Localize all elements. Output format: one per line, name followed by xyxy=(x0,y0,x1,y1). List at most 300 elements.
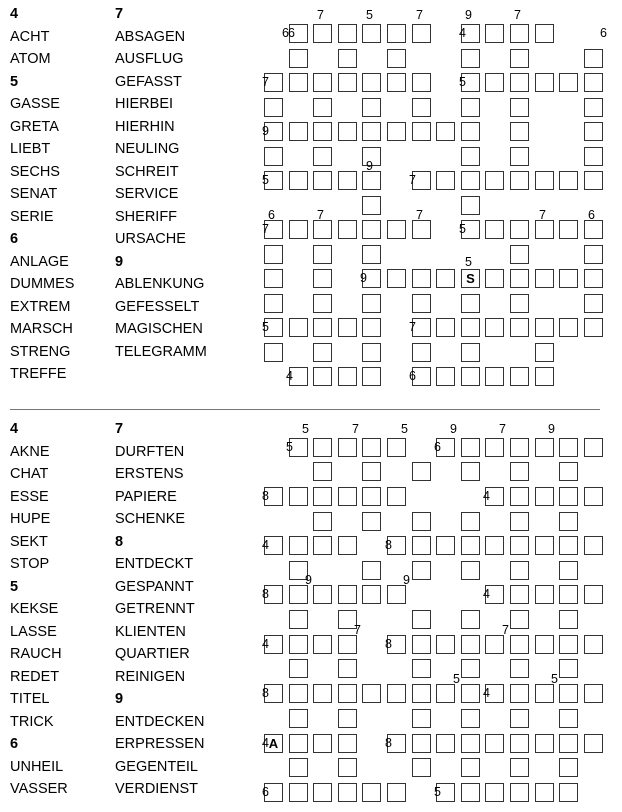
grid-cell[interactable] xyxy=(535,783,554,802)
grid-cell[interactable] xyxy=(338,536,357,555)
grid-cell[interactable] xyxy=(313,245,332,264)
grid-cell[interactable] xyxy=(535,343,554,362)
grid-cell[interactable] xyxy=(510,734,529,753)
grid-cell[interactable] xyxy=(362,367,381,386)
grid-cell[interactable] xyxy=(412,294,431,313)
grid-cell[interactable] xyxy=(461,462,480,481)
grid-cell[interactable] xyxy=(387,269,406,288)
grid-cell[interactable] xyxy=(461,171,480,190)
grid-cell[interactable] xyxy=(485,24,504,43)
grid-cell[interactable] xyxy=(584,585,603,604)
grid-cell[interactable] xyxy=(461,734,480,753)
grid-cell[interactable] xyxy=(338,659,357,678)
grid-cell[interactable] xyxy=(412,635,431,654)
clue-number: 5 xyxy=(366,8,373,22)
grid-cell[interactable] xyxy=(510,758,529,777)
grid-cell[interactable] xyxy=(461,659,480,678)
grid-cell[interactable] xyxy=(313,438,332,457)
grid-cell[interactable] xyxy=(559,512,578,531)
grid-cell[interactable] xyxy=(584,635,603,654)
grid-cell[interactable] xyxy=(535,487,554,506)
grid-cell[interactable] xyxy=(559,734,578,753)
grid-cell[interactable] xyxy=(510,585,529,604)
word-length-heading: 5 xyxy=(10,73,19,90)
grid-cell[interactable] xyxy=(264,245,283,264)
clue-number: 4 xyxy=(262,538,269,552)
grid-cell[interactable] xyxy=(387,438,406,457)
grid-cell[interactable] xyxy=(584,171,603,190)
grid-cell[interactable] xyxy=(461,122,480,141)
grid-cell[interactable] xyxy=(461,49,480,68)
grid-cell[interactable] xyxy=(461,758,480,777)
grid-cell[interactable] xyxy=(510,610,529,629)
grid-cell-filled-letter[interactable]: A xyxy=(264,734,283,753)
grid-cell[interactable] xyxy=(362,684,381,703)
grid-cell[interactable] xyxy=(584,49,603,68)
grid-cell[interactable] xyxy=(313,585,332,604)
grid-cell[interactable] xyxy=(510,783,529,802)
grid-cell[interactable] xyxy=(535,585,554,604)
grid-cell[interactable] xyxy=(559,269,578,288)
clue-number: 9 xyxy=(548,422,555,436)
clue-number: 8 xyxy=(385,538,392,552)
grid-cell[interactable] xyxy=(559,561,578,580)
grid-cell[interactable] xyxy=(510,438,529,457)
grid-cell[interactable] xyxy=(461,367,480,386)
grid-cell[interactable] xyxy=(510,147,529,166)
grid-cell[interactable] xyxy=(313,684,332,703)
grid-cell[interactable] xyxy=(461,610,480,629)
grid-cell[interactable] xyxy=(264,269,283,288)
word-length-heading: 6 xyxy=(10,231,19,247)
word-list-item: TRICK xyxy=(10,713,54,730)
grid-cell[interactable] xyxy=(387,122,406,141)
grid-cell[interactable] xyxy=(289,122,308,141)
grid-cell[interactable] xyxy=(289,49,308,68)
grid-cell[interactable] xyxy=(559,610,578,629)
grid-cell[interactable] xyxy=(338,24,357,43)
clue-number: 5 xyxy=(551,672,558,686)
grid-cell[interactable] xyxy=(412,269,431,288)
grid-cell[interactable] xyxy=(289,659,308,678)
grid-cell[interactable] xyxy=(362,487,381,506)
grid-cell[interactable] xyxy=(289,758,308,777)
grid-cell[interactable] xyxy=(559,659,578,678)
grid-cell[interactable] xyxy=(387,49,406,68)
grid-cell[interactable] xyxy=(436,367,455,386)
grid-cell[interactable] xyxy=(313,635,332,654)
grid-cell[interactable] xyxy=(313,73,332,92)
grid-cell[interactable] xyxy=(510,98,529,117)
grid-cell[interactable] xyxy=(510,561,529,580)
grid-cell[interactable] xyxy=(584,73,603,92)
grid-cell[interactable] xyxy=(289,635,308,654)
grid-cell[interactable] xyxy=(313,536,332,555)
grid-cell[interactable] xyxy=(313,269,332,288)
grid-cell[interactable] xyxy=(313,122,332,141)
grid-cell[interactable] xyxy=(485,367,504,386)
grid-cell[interactable] xyxy=(289,73,308,92)
grid-cell[interactable] xyxy=(510,462,529,481)
grid-cell[interactable] xyxy=(584,220,603,239)
grid-cell[interactable] xyxy=(461,147,480,166)
word-list-item: DURFTEN xyxy=(115,443,185,460)
grid-cell[interactable] xyxy=(412,24,431,43)
grid-cell[interactable] xyxy=(559,318,578,337)
grid-cell[interactable] xyxy=(313,512,332,531)
grid-cell[interactable] xyxy=(313,24,332,43)
grid-cell[interactable] xyxy=(535,438,554,457)
grid-cell[interactable] xyxy=(362,98,381,117)
grid-cell[interactable] xyxy=(338,438,357,457)
grid-cell[interactable] xyxy=(461,318,480,337)
grid-cell[interactable] xyxy=(510,171,529,190)
grid-cell[interactable] xyxy=(485,783,504,802)
word-list-item: ACHT xyxy=(10,28,50,45)
grid-cell[interactable] xyxy=(362,245,381,264)
word-length-heading: 8 xyxy=(115,533,124,550)
grid-cell[interactable] xyxy=(559,684,578,703)
grid-cell[interactable] xyxy=(313,462,332,481)
grid-cell[interactable] xyxy=(387,783,406,802)
clue-number: 7 xyxy=(317,8,324,22)
grid-cell[interactable] xyxy=(485,438,504,457)
grid-cell[interactable] xyxy=(362,512,381,531)
clue-number: 7 xyxy=(409,320,416,334)
grid-cell[interactable] xyxy=(313,734,332,753)
grid-cell[interactable] xyxy=(510,659,529,678)
clue-number: 5 xyxy=(401,422,408,436)
grid-cell[interactable] xyxy=(461,684,480,703)
grid-cell[interactable] xyxy=(461,98,480,117)
grid-cell[interactable] xyxy=(584,245,603,264)
grid-cell[interactable] xyxy=(535,318,554,337)
grid-cell[interactable] xyxy=(387,24,406,43)
grid-cell[interactable] xyxy=(436,536,455,555)
grid-cell[interactable] xyxy=(313,487,332,506)
grid-cell[interactable] xyxy=(535,24,554,43)
grid-cell[interactable] xyxy=(338,585,357,604)
word-list-item: AKNE xyxy=(10,443,50,460)
grid-cell[interactable] xyxy=(559,462,578,481)
word-length-heading: 5 xyxy=(10,578,19,595)
clue-number: 4 xyxy=(262,637,269,651)
grid-cell[interactable] xyxy=(387,220,406,239)
word-list-item: SEKT xyxy=(10,533,48,550)
grid-cell[interactable] xyxy=(485,318,504,337)
grid-cell[interactable] xyxy=(510,220,529,239)
grid-cell[interactable] xyxy=(338,49,357,68)
grid-cell[interactable] xyxy=(362,24,381,43)
clue-number: 6 xyxy=(600,26,607,40)
clue-number: 9 xyxy=(366,159,373,173)
grid-cell[interactable] xyxy=(510,245,529,264)
grid-cell[interactable] xyxy=(510,294,529,313)
grid-cell[interactable] xyxy=(510,684,529,703)
grid-cell[interactable] xyxy=(338,318,357,337)
word-list-item: ANLAGE xyxy=(10,253,69,270)
grid-cell[interactable] xyxy=(338,220,357,239)
grid-cell[interactable] xyxy=(362,783,381,802)
grid-cell[interactable] xyxy=(461,783,480,802)
grid-cell[interactable] xyxy=(412,684,431,703)
clue-number: 5 xyxy=(262,320,269,334)
grid-cell[interactable] xyxy=(584,122,603,141)
grid-cell[interactable] xyxy=(510,24,529,43)
grid-cell[interactable] xyxy=(535,734,554,753)
grid-cell[interactable] xyxy=(559,758,578,777)
grid-cell[interactable] xyxy=(510,73,529,92)
grid-cell[interactable] xyxy=(412,758,431,777)
grid-cell[interactable] xyxy=(362,438,381,457)
grid-cell[interactable] xyxy=(412,659,431,678)
grid-cell[interactable] xyxy=(289,171,308,190)
grid-cell[interactable] xyxy=(289,536,308,555)
grid-cell[interactable] xyxy=(559,438,578,457)
grid-cell[interactable] xyxy=(584,147,603,166)
grid-cell[interactable] xyxy=(313,294,332,313)
grid-cell[interactable] xyxy=(313,343,332,362)
grid-cell-filled-letter[interactable]: S xyxy=(461,269,480,288)
grid-cell[interactable] xyxy=(485,171,504,190)
grid-cell[interactable] xyxy=(485,220,504,239)
grid-cell[interactable] xyxy=(584,98,603,117)
grid-cell[interactable] xyxy=(485,269,504,288)
word-list-item: SCHREIT xyxy=(115,163,179,180)
grid-cell[interactable] xyxy=(485,73,504,92)
clue-number: 5 xyxy=(302,422,309,436)
grid-cell[interactable] xyxy=(289,220,308,239)
grid-cell[interactable] xyxy=(289,734,308,753)
grid-cell[interactable] xyxy=(559,220,578,239)
grid-cell[interactable] xyxy=(362,318,381,337)
clue-number: 7 xyxy=(502,623,509,637)
grid-cell[interactable] xyxy=(362,561,381,580)
grid-cell[interactable] xyxy=(412,343,431,362)
grid-cell[interactable] xyxy=(436,269,455,288)
grid-cell[interactable] xyxy=(461,536,480,555)
grid-cell[interactable] xyxy=(338,709,357,728)
grid-cell[interactable] xyxy=(510,635,529,654)
grid-cell[interactable] xyxy=(412,122,431,141)
grid-cell[interactable] xyxy=(461,561,480,580)
word-list-item: MARSCH xyxy=(10,321,73,337)
grid-cell[interactable] xyxy=(535,684,554,703)
grid-cell[interactable] xyxy=(362,122,381,141)
grid-cell[interactable] xyxy=(412,220,431,239)
grid-cell[interactable] xyxy=(412,98,431,117)
clue-number: 5 xyxy=(459,222,466,236)
grid-cell[interactable] xyxy=(289,709,308,728)
grid-cell[interactable] xyxy=(338,783,357,802)
grid-cell[interactable] xyxy=(436,635,455,654)
grid-cell[interactable] xyxy=(387,585,406,604)
word-list-item: HIERHIN xyxy=(115,118,175,135)
word-list-item: ERPRESSEN xyxy=(115,736,205,752)
grid-cell[interactable] xyxy=(485,635,504,654)
word-list-item: STRENG xyxy=(10,343,71,360)
word-length-heading: 9 xyxy=(115,253,124,270)
grid-cell[interactable] xyxy=(362,196,381,215)
grid-cell[interactable] xyxy=(362,294,381,313)
grid-cell[interactable] xyxy=(264,343,283,362)
grid-cell[interactable] xyxy=(559,709,578,728)
grid-cell[interactable] xyxy=(510,487,529,506)
grid-cell[interactable] xyxy=(289,487,308,506)
grid-cell[interactable] xyxy=(584,318,603,337)
grid-cell[interactable] xyxy=(412,462,431,481)
word-list-item: RAUCH xyxy=(10,646,62,662)
grid-cell[interactable] xyxy=(510,269,529,288)
grid-cell[interactable] xyxy=(559,73,578,92)
word-list-item: EXTREM xyxy=(10,298,71,315)
word-list-item: GEFASST xyxy=(115,73,182,90)
word-list-item: GETRENNT xyxy=(115,601,195,617)
grid-cell[interactable] xyxy=(412,709,431,728)
word-length-heading: 7 xyxy=(115,6,124,22)
grid-cell[interactable] xyxy=(461,438,480,457)
grid-cell[interactable] xyxy=(559,635,578,654)
word-list-item: HUPE xyxy=(10,511,51,527)
grid-cell[interactable] xyxy=(412,610,431,629)
grid-cell[interactable] xyxy=(412,73,431,92)
grid-cell[interactable] xyxy=(436,171,455,190)
word-list-item: ENTDECKT xyxy=(115,556,194,572)
clue-number: 9 xyxy=(403,573,410,587)
grid-cell[interactable] xyxy=(313,367,332,386)
grid-cell[interactable] xyxy=(338,367,357,386)
grid-cell[interactable] xyxy=(313,171,332,190)
grid-cell[interactable] xyxy=(313,147,332,166)
word-length-heading: 6 xyxy=(10,736,19,752)
grid-cell[interactable] xyxy=(559,171,578,190)
grid-cell[interactable] xyxy=(559,783,578,802)
clue-number: 6 xyxy=(588,208,595,222)
grid-cell[interactable] xyxy=(387,73,406,92)
grid-cell[interactable] xyxy=(436,684,455,703)
grid-cell[interactable] xyxy=(264,147,283,166)
clue-number: 6 xyxy=(262,785,269,799)
grid-cell[interactable] xyxy=(584,684,603,703)
grid-cell[interactable] xyxy=(461,635,480,654)
grid-cell[interactable] xyxy=(559,585,578,604)
grid-cell[interactable] xyxy=(412,734,431,753)
word-list-puzzle1-col1 xyxy=(10,3,74,386)
grid-cell[interactable] xyxy=(510,318,529,337)
word-list-item: TREFFE xyxy=(10,366,67,382)
grid-cell[interactable] xyxy=(338,487,357,506)
grid-cell[interactable] xyxy=(338,73,357,92)
clue-number: 5 xyxy=(459,75,466,89)
grid-cell[interactable] xyxy=(412,536,431,555)
grid-cell[interactable] xyxy=(461,196,480,215)
grid-cell[interactable] xyxy=(436,122,455,141)
grid-cell[interactable] xyxy=(535,536,554,555)
word-list-item: SENAT xyxy=(10,186,58,202)
grid-cell[interactable] xyxy=(510,536,529,555)
word-length-heading: 4 xyxy=(10,6,19,22)
grid-cell[interactable] xyxy=(436,734,455,753)
word-list-item: GEFESSELT xyxy=(115,298,200,315)
grid-cell[interactable] xyxy=(289,684,308,703)
grid-cell[interactable] xyxy=(362,343,381,362)
grid-cell[interactable] xyxy=(584,734,603,753)
grid-cell[interactable] xyxy=(584,536,603,555)
grid-cell[interactable] xyxy=(338,684,357,703)
word-list-item: STOP xyxy=(10,556,50,572)
grid-cell[interactable] xyxy=(535,171,554,190)
grid-cell[interactable] xyxy=(412,561,431,580)
grid-cell[interactable] xyxy=(535,367,554,386)
grid-cell[interactable] xyxy=(362,73,381,92)
grid-cell[interactable] xyxy=(289,585,308,604)
grid-cell[interactable] xyxy=(510,122,529,141)
grid-cell[interactable] xyxy=(362,171,381,190)
grid-cell[interactable] xyxy=(461,294,480,313)
grid-cell[interactable] xyxy=(264,98,283,117)
grid-cell[interactable] xyxy=(264,294,283,313)
grid-cell[interactable] xyxy=(338,635,357,654)
grid-cell[interactable] xyxy=(412,512,431,531)
grid-cell[interactable] xyxy=(584,438,603,457)
grid-cell[interactable] xyxy=(313,318,332,337)
word-list-item: ERSTENS xyxy=(115,466,184,482)
clue-number: 4 xyxy=(459,26,466,40)
grid-cell[interactable] xyxy=(387,684,406,703)
clue-number: 4 xyxy=(483,489,490,503)
grid-cell[interactable] xyxy=(510,512,529,531)
word-length-heading: 4 xyxy=(10,421,19,437)
grid-cell[interactable] xyxy=(510,709,529,728)
grid-cell[interactable] xyxy=(338,171,357,190)
grid-cell[interactable] xyxy=(584,294,603,313)
grid-cell[interactable] xyxy=(338,122,357,141)
grid-cell[interactable] xyxy=(510,49,529,68)
clue-number: 6 xyxy=(409,369,416,383)
grid-cell[interactable] xyxy=(535,635,554,654)
grid-cell[interactable] xyxy=(313,220,332,239)
grid-cell[interactable] xyxy=(584,269,603,288)
grid-cell[interactable] xyxy=(535,269,554,288)
grid-cell[interactable] xyxy=(289,783,308,802)
grid-cell[interactable] xyxy=(461,512,480,531)
grid-cell[interactable] xyxy=(362,220,381,239)
clue-number: 7 xyxy=(514,8,521,22)
grid-cell[interactable] xyxy=(362,585,381,604)
grid-cell[interactable] xyxy=(362,462,381,481)
word-list-item: SHERIFF xyxy=(115,208,178,225)
word-list-item: HIERBEI xyxy=(115,96,174,112)
grid-cell[interactable] xyxy=(535,220,554,239)
grid-cell[interactable] xyxy=(313,783,332,802)
grid-cell[interactable] xyxy=(559,536,578,555)
grid-cell[interactable] xyxy=(485,734,504,753)
grid-cell[interactable] xyxy=(338,734,357,753)
grid-cell[interactable] xyxy=(338,758,357,777)
grid-cell[interactable] xyxy=(289,318,308,337)
grid-cell[interactable] xyxy=(436,318,455,337)
grid-cell[interactable] xyxy=(510,367,529,386)
grid-cell[interactable] xyxy=(387,487,406,506)
grid-cell[interactable] xyxy=(485,536,504,555)
grid-cell[interactable] xyxy=(289,610,308,629)
grid-cell[interactable] xyxy=(461,343,480,362)
grid-cell[interactable] xyxy=(313,98,332,117)
grid-cell[interactable] xyxy=(461,709,480,728)
grid-cell[interactable] xyxy=(584,487,603,506)
grid-cell[interactable] xyxy=(535,73,554,92)
grid-cell[interactable] xyxy=(559,487,578,506)
